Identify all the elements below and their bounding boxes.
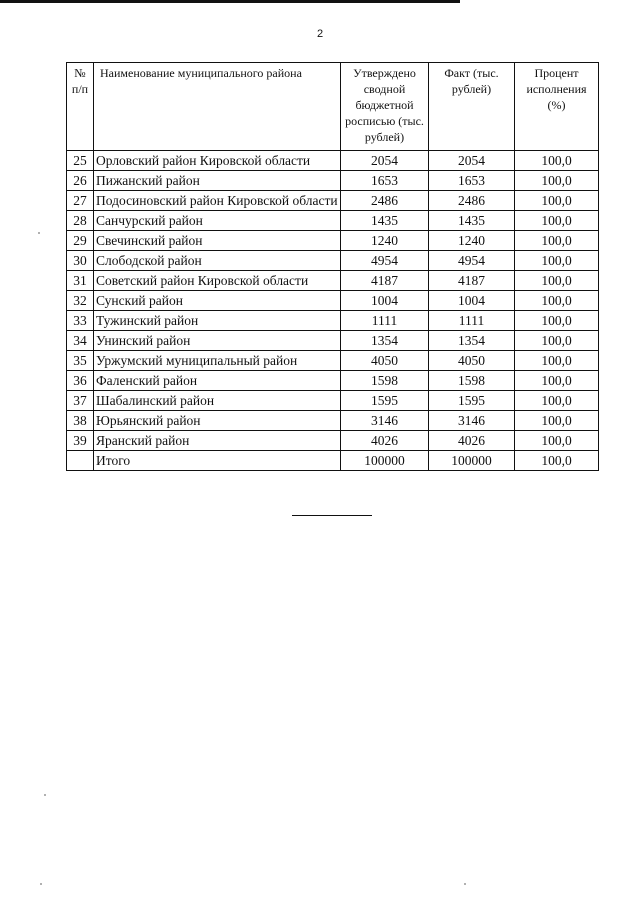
- row-fact: 4954: [429, 251, 515, 271]
- row-name: Пижанский район: [94, 171, 341, 191]
- row-percent: 100,0: [515, 431, 599, 451]
- row-percent: 100,0: [515, 391, 599, 411]
- table-row: [67, 291, 599, 311]
- row-num: 38: [67, 411, 94, 431]
- table-row: [67, 211, 599, 231]
- row-num: 33: [67, 311, 94, 331]
- row-approved: 2054: [341, 151, 429, 171]
- table-header-row: [67, 63, 599, 151]
- table-row: [67, 271, 599, 291]
- row-name: Тужинский район: [94, 311, 341, 331]
- table-row: [67, 311, 599, 331]
- row-num: 36: [67, 371, 94, 391]
- total-percent: 100,0: [515, 451, 599, 471]
- scan-speck: [40, 883, 42, 885]
- row-percent: 100,0: [515, 191, 599, 211]
- scan-speck: [44, 794, 46, 796]
- row-fact: 1598: [429, 371, 515, 391]
- row-num: 39: [67, 431, 94, 451]
- row-approved: 3146: [341, 411, 429, 431]
- row-name: Слободской район: [94, 251, 341, 271]
- row-percent: 100,0: [515, 171, 599, 191]
- closing-rule: [292, 515, 372, 516]
- row-percent: 100,0: [515, 291, 599, 311]
- row-percent: 100,0: [515, 271, 599, 291]
- row-approved: 4187: [341, 271, 429, 291]
- row-name: Фаленский район: [94, 371, 341, 391]
- row-num: 27: [67, 191, 94, 211]
- row-approved: 1354: [341, 331, 429, 351]
- total-fact: 100000: [429, 451, 515, 471]
- row-percent: 100,0: [515, 371, 599, 391]
- table-row: [67, 151, 599, 171]
- row-approved: 4026: [341, 431, 429, 451]
- row-num: 29: [67, 231, 94, 251]
- row-fact: 1653: [429, 171, 515, 191]
- total-row: [67, 451, 599, 471]
- scan-speck: [38, 232, 40, 234]
- row-num: 26: [67, 171, 94, 191]
- header-percent: Процент исполнения (%): [515, 63, 599, 151]
- row-name: Подосиновский район Кировской области: [94, 191, 341, 211]
- row-approved: 4050: [341, 351, 429, 371]
- table-row: [67, 231, 599, 251]
- header-approved: Утверждено сводной бюджетной росписью (тыс. рублей): [341, 63, 429, 151]
- row-approved: 1004: [341, 291, 429, 311]
- row-approved: 1653: [341, 171, 429, 191]
- row-fact: 2054: [429, 151, 515, 171]
- row-fact: 1354: [429, 331, 515, 351]
- table-row: [67, 351, 599, 371]
- row-name: Юрьянский район: [94, 411, 341, 431]
- row-fact: 1435: [429, 211, 515, 231]
- row-percent: 100,0: [515, 411, 599, 431]
- table-body: [67, 151, 599, 471]
- row-name: Сунский район: [94, 291, 341, 311]
- row-percent: 100,0: [515, 151, 599, 171]
- header-name: Наименование муниципального района: [94, 63, 341, 151]
- row-fact: 4187: [429, 271, 515, 291]
- table-row: [67, 391, 599, 411]
- row-num: 34: [67, 331, 94, 351]
- row-percent: 100,0: [515, 351, 599, 371]
- row-approved: 4954: [341, 251, 429, 271]
- row-fact: 1004: [429, 291, 515, 311]
- row-percent: 100,0: [515, 331, 599, 351]
- row-fact: 4050: [429, 351, 515, 371]
- table-row: [67, 411, 599, 431]
- row-name: Шабалинский район: [94, 391, 341, 411]
- row-num: 25: [67, 151, 94, 171]
- total-label: Итого: [94, 451, 341, 471]
- header-fact: Факт (тыс. рублей): [429, 63, 515, 151]
- row-num: 35: [67, 351, 94, 371]
- row-approved: 2486: [341, 191, 429, 211]
- table-row: [67, 191, 599, 211]
- row-approved: 1598: [341, 371, 429, 391]
- row-name: Яранский район: [94, 431, 341, 451]
- row-fact: 3146: [429, 411, 515, 431]
- row-num: 31: [67, 271, 94, 291]
- top-rule: [0, 0, 460, 3]
- page-number: 2: [316, 28, 324, 40]
- row-fact: 1240: [429, 231, 515, 251]
- row-fact: 2486: [429, 191, 515, 211]
- row-name: Уржумский муниципальный район: [94, 351, 341, 371]
- row-approved: 1240: [341, 231, 429, 251]
- scan-speck: [464, 883, 466, 885]
- row-name: Советский район Кировской области: [94, 271, 341, 291]
- row-name: Орловский район Кировской области: [94, 151, 341, 171]
- row-percent: 100,0: [515, 211, 599, 231]
- row-num: 32: [67, 291, 94, 311]
- row-approved: 1595: [341, 391, 429, 411]
- row-name: Санчурский район: [94, 211, 341, 231]
- row-percent: 100,0: [515, 311, 599, 331]
- row-approved: 1435: [341, 211, 429, 231]
- row-fact: 1111: [429, 311, 515, 331]
- row-num: 37: [67, 391, 94, 411]
- table-row: [67, 251, 599, 271]
- row-num: 28: [67, 211, 94, 231]
- row-fact: 4026: [429, 431, 515, 451]
- total-approved: 100000: [341, 451, 429, 471]
- table-row: [67, 171, 599, 191]
- row-name: Унинский район: [94, 331, 341, 351]
- row-name: Свечинский район: [94, 231, 341, 251]
- row-num: 30: [67, 251, 94, 271]
- budget-execution-table: [66, 62, 599, 471]
- table-row: [67, 371, 599, 391]
- header-num: № п/п: [67, 63, 94, 151]
- row-percent: 100,0: [515, 251, 599, 271]
- row-approved: 1111: [341, 311, 429, 331]
- row-fact: 1595: [429, 391, 515, 411]
- total-num: [67, 451, 94, 471]
- table-row: [67, 431, 599, 451]
- table-row: [67, 331, 599, 351]
- row-percent: 100,0: [515, 231, 599, 251]
